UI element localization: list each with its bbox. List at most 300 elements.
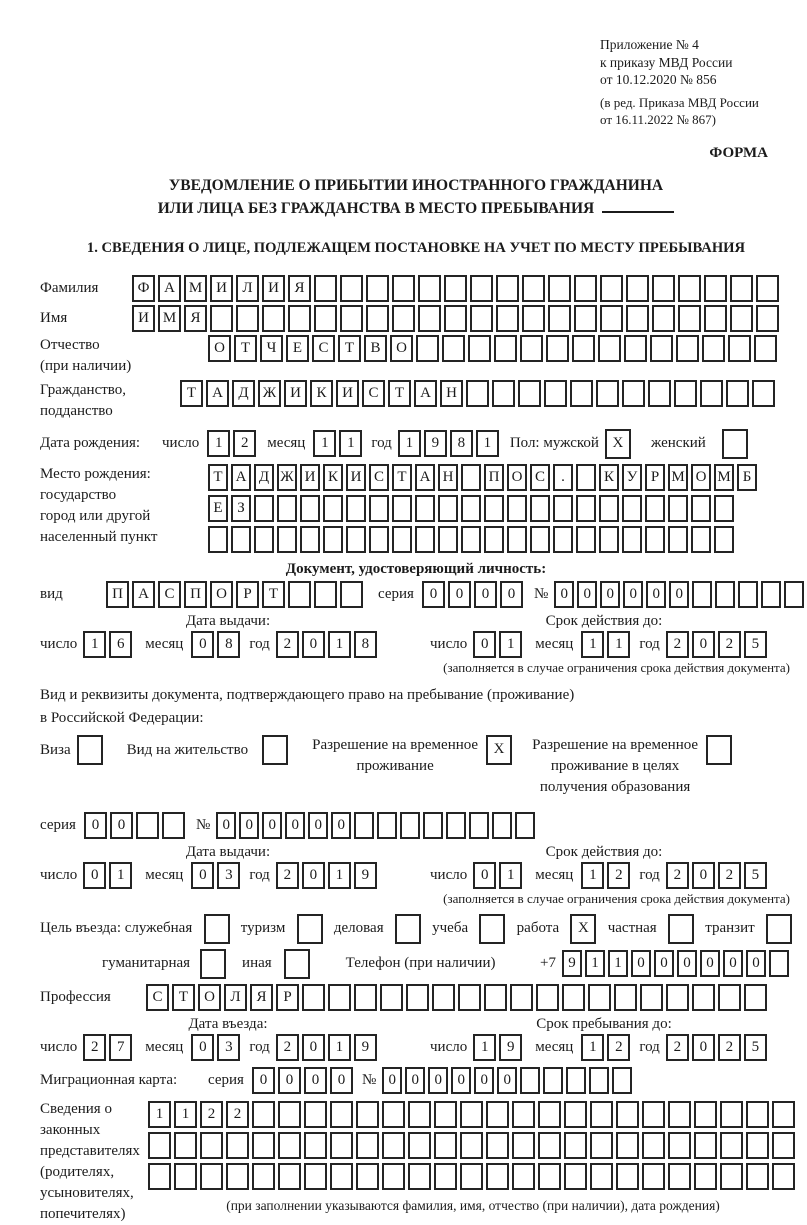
char-box[interactable] <box>507 526 527 553</box>
study-checkbox[interactable] <box>479 914 505 944</box>
char-box[interactable]: 2 <box>276 862 299 889</box>
char-box[interactable] <box>406 984 429 1011</box>
char-box[interactable]: 0 <box>302 862 325 889</box>
char-box[interactable] <box>598 335 621 362</box>
char-box[interactable] <box>728 335 751 362</box>
tourism-checkbox[interactable] <box>297 914 323 944</box>
char-box[interactable]: Ж <box>258 380 281 407</box>
char-box[interactable] <box>692 984 715 1011</box>
char-box[interactable]: Ф <box>132 275 155 302</box>
char-box[interactable] <box>254 495 274 522</box>
char-box[interactable] <box>530 526 550 553</box>
char-box[interactable] <box>236 305 259 332</box>
char-box[interactable] <box>314 581 337 608</box>
char-box[interactable]: 0 <box>646 581 666 608</box>
char-box[interactable]: 5 <box>744 1034 767 1061</box>
char-box[interactable] <box>174 1163 197 1190</box>
char-box[interactable] <box>323 526 343 553</box>
char-box[interactable] <box>666 984 689 1011</box>
char-box[interactable] <box>590 1101 613 1128</box>
char-box[interactable] <box>616 1163 639 1190</box>
char-box[interactable]: 2 <box>226 1101 249 1128</box>
char-box[interactable] <box>330 1101 353 1128</box>
char-box[interactable]: 0 <box>308 812 328 839</box>
char-box[interactable] <box>174 1132 197 1159</box>
char-box[interactable]: 0 <box>262 812 282 839</box>
char-box[interactable] <box>691 495 711 522</box>
char-box[interactable]: 1 <box>328 862 351 889</box>
char-box[interactable]: 0 <box>216 812 236 839</box>
char-box[interactable] <box>461 495 481 522</box>
char-box[interactable] <box>486 1101 509 1128</box>
char-box[interactable]: 0 <box>239 812 259 839</box>
char-box[interactable]: 8 <box>354 631 377 658</box>
char-box[interactable]: 0 <box>600 581 620 608</box>
char-box[interactable]: 9 <box>354 862 377 889</box>
char-box[interactable] <box>458 984 481 1011</box>
char-box[interactable] <box>442 335 465 362</box>
char-box[interactable]: 8 <box>217 631 240 658</box>
char-box[interactable] <box>694 1101 717 1128</box>
char-box[interactable]: 0 <box>500 581 523 608</box>
char-box[interactable]: 0 <box>84 812 107 839</box>
char-box[interactable] <box>314 305 337 332</box>
char-box[interactable]: Т <box>234 335 257 362</box>
char-box[interactable] <box>746 1101 769 1128</box>
char-box[interactable] <box>252 1101 275 1128</box>
char-box[interactable]: 5 <box>744 631 767 658</box>
char-box[interactable]: 0 <box>746 950 766 977</box>
char-box[interactable]: П <box>106 581 129 608</box>
char-box[interactable] <box>444 305 467 332</box>
char-box[interactable]: 0 <box>451 1067 471 1094</box>
char-box[interactable] <box>522 275 545 302</box>
char-box[interactable] <box>614 984 637 1011</box>
char-box[interactable] <box>288 581 311 608</box>
char-box[interactable] <box>522 305 545 332</box>
char-box[interactable] <box>756 275 779 302</box>
char-box[interactable]: 1 <box>581 1034 604 1061</box>
char-box[interactable] <box>512 1163 535 1190</box>
char-box[interactable] <box>714 495 734 522</box>
char-box[interactable]: 1 <box>109 862 132 889</box>
char-box[interactable]: 0 <box>677 950 697 977</box>
char-box[interactable] <box>642 1132 665 1159</box>
char-box[interactable]: М <box>158 305 181 332</box>
char-box[interactable]: 2 <box>233 430 256 457</box>
char-box[interactable]: 0 <box>631 950 651 977</box>
char-box[interactable] <box>366 305 389 332</box>
char-box[interactable]: М <box>184 275 207 302</box>
char-box[interactable]: 0 <box>723 950 743 977</box>
char-box[interactable] <box>377 812 397 839</box>
char-box[interactable] <box>330 1132 353 1159</box>
char-box[interactable]: 2 <box>718 631 741 658</box>
char-box[interactable] <box>252 1132 275 1159</box>
char-box[interactable]: 0 <box>692 862 715 889</box>
char-box[interactable] <box>589 1067 609 1094</box>
char-box[interactable] <box>460 1101 483 1128</box>
char-box[interactable]: 1 <box>608 950 628 977</box>
business-checkbox[interactable] <box>395 914 421 944</box>
char-box[interactable] <box>553 526 573 553</box>
char-box[interactable] <box>520 335 543 362</box>
char-box[interactable] <box>548 275 571 302</box>
char-box[interactable]: В <box>364 335 387 362</box>
char-box[interactable]: М <box>714 464 734 491</box>
char-box[interactable] <box>507 495 527 522</box>
char-box[interactable] <box>784 581 804 608</box>
other-purpose-checkbox[interactable] <box>284 949 310 979</box>
char-box[interactable] <box>538 1132 561 1159</box>
char-box[interactable] <box>434 1132 457 1159</box>
char-box[interactable] <box>304 1163 327 1190</box>
visa-checkbox[interactable] <box>77 735 103 765</box>
char-box[interactable]: 2 <box>666 631 689 658</box>
char-box[interactable]: 2 <box>83 1034 106 1061</box>
char-box[interactable] <box>423 812 443 839</box>
char-box[interactable] <box>254 526 274 553</box>
char-box[interactable] <box>726 380 749 407</box>
char-box[interactable] <box>756 305 779 332</box>
char-box[interactable] <box>648 380 671 407</box>
char-box[interactable]: Б <box>737 464 757 491</box>
char-box[interactable]: И <box>346 464 366 491</box>
char-box[interactable]: 2 <box>666 862 689 889</box>
char-box[interactable] <box>484 495 504 522</box>
char-box[interactable]: 2 <box>718 862 741 889</box>
char-box[interactable] <box>744 984 767 1011</box>
char-box[interactable] <box>461 464 481 491</box>
char-box[interactable] <box>668 526 688 553</box>
char-box[interactable] <box>574 305 597 332</box>
char-box[interactable]: 0 <box>577 581 597 608</box>
char-box[interactable] <box>730 305 753 332</box>
char-box[interactable]: Д <box>232 380 255 407</box>
char-box[interactable]: 1 <box>174 1101 197 1128</box>
char-box[interactable]: 0 <box>302 1034 325 1061</box>
char-box[interactable]: К <box>310 380 333 407</box>
char-box[interactable]: А <box>132 581 155 608</box>
char-box[interactable] <box>720 1163 743 1190</box>
char-box[interactable]: 1 <box>581 631 604 658</box>
char-box[interactable]: 0 <box>304 1067 327 1094</box>
char-box[interactable] <box>599 526 619 553</box>
char-box[interactable] <box>622 526 642 553</box>
char-box[interactable] <box>612 1067 632 1094</box>
char-box[interactable] <box>572 335 595 362</box>
char-box[interactable] <box>492 812 512 839</box>
char-box[interactable]: З <box>231 495 251 522</box>
char-box[interactable] <box>340 581 363 608</box>
char-box[interactable]: 9 <box>562 950 582 977</box>
char-box[interactable]: О <box>198 984 221 1011</box>
char-box[interactable] <box>761 581 781 608</box>
char-box[interactable]: 1 <box>585 950 605 977</box>
char-box[interactable]: 0 <box>654 950 674 977</box>
char-box[interactable]: А <box>414 380 437 407</box>
char-box[interactable]: П <box>484 464 504 491</box>
char-box[interactable] <box>366 275 389 302</box>
char-box[interactable] <box>691 526 711 553</box>
char-box[interactable] <box>512 1132 535 1159</box>
char-box[interactable]: 7 <box>109 1034 132 1061</box>
char-box[interactable] <box>496 305 519 332</box>
char-box[interactable] <box>252 1163 275 1190</box>
char-box[interactable] <box>564 1132 587 1159</box>
char-box[interactable] <box>730 275 753 302</box>
transit-checkbox[interactable] <box>766 914 792 944</box>
char-box[interactable]: 0 <box>285 812 305 839</box>
char-box[interactable]: 1 <box>328 1034 351 1061</box>
char-box[interactable] <box>720 1101 743 1128</box>
char-box[interactable]: С <box>362 380 385 407</box>
char-box[interactable]: 0 <box>382 1067 402 1094</box>
char-box[interactable]: Т <box>392 464 412 491</box>
char-box[interactable]: 0 <box>669 581 689 608</box>
char-box[interactable] <box>543 1067 563 1094</box>
char-box[interactable] <box>596 380 619 407</box>
char-box[interactable] <box>300 526 320 553</box>
char-box[interactable] <box>486 1163 509 1190</box>
char-box[interactable] <box>652 305 675 332</box>
char-box[interactable] <box>278 1132 301 1159</box>
char-box[interactable]: 0 <box>405 1067 425 1094</box>
char-box[interactable]: 0 <box>623 581 643 608</box>
char-box[interactable] <box>546 335 569 362</box>
char-box[interactable] <box>444 275 467 302</box>
char-box[interactable] <box>576 526 596 553</box>
char-box[interactable]: О <box>208 335 231 362</box>
char-box[interactable]: 0 <box>448 581 471 608</box>
sex-male-checkbox[interactable]: X <box>605 429 631 459</box>
char-box[interactable] <box>304 1132 327 1159</box>
char-box[interactable]: 2 <box>607 1034 630 1061</box>
char-box[interactable]: 1 <box>499 631 522 658</box>
char-box[interactable]: 8 <box>450 430 473 457</box>
char-box[interactable] <box>231 526 251 553</box>
char-box[interactable] <box>226 1132 249 1159</box>
char-box[interactable] <box>346 526 366 553</box>
char-box[interactable] <box>626 305 649 332</box>
char-box[interactable]: И <box>300 464 320 491</box>
char-box[interactable] <box>415 526 435 553</box>
char-box[interactable] <box>304 1101 327 1128</box>
char-box[interactable] <box>382 1163 405 1190</box>
char-box[interactable] <box>718 984 741 1011</box>
char-box[interactable]: О <box>507 464 527 491</box>
char-box[interactable] <box>392 275 415 302</box>
char-box[interactable] <box>700 380 723 407</box>
char-box[interactable]: 0 <box>474 581 497 608</box>
char-box[interactable] <box>208 526 228 553</box>
char-box[interactable] <box>622 380 645 407</box>
char-box[interactable] <box>590 1163 613 1190</box>
char-box[interactable]: 1 <box>581 862 604 889</box>
char-box[interactable] <box>288 305 311 332</box>
char-box[interactable] <box>494 335 517 362</box>
char-box[interactable] <box>392 305 415 332</box>
char-box[interactable] <box>668 1132 691 1159</box>
char-box[interactable] <box>704 305 727 332</box>
char-box[interactable]: 0 <box>692 1034 715 1061</box>
char-box[interactable]: 2 <box>607 862 630 889</box>
char-box[interactable] <box>668 1163 691 1190</box>
char-box[interactable]: Л <box>236 275 259 302</box>
char-box[interactable] <box>408 1163 431 1190</box>
char-box[interactable] <box>210 305 233 332</box>
char-box[interactable] <box>356 1163 379 1190</box>
char-box[interactable] <box>548 305 571 332</box>
char-box[interactable] <box>302 984 325 1011</box>
char-box[interactable] <box>678 305 701 332</box>
char-box[interactable]: 3 <box>217 1034 240 1061</box>
char-box[interactable] <box>356 1101 379 1128</box>
char-box[interactable] <box>468 335 491 362</box>
char-box[interactable]: 2 <box>276 1034 299 1061</box>
temp-residence-checkbox[interactable]: X <box>486 735 512 765</box>
char-box[interactable]: 0 <box>191 631 214 658</box>
char-box[interactable] <box>484 984 507 1011</box>
char-box[interactable] <box>720 1132 743 1159</box>
char-box[interactable] <box>652 275 675 302</box>
char-box[interactable] <box>752 380 775 407</box>
char-box[interactable]: 1 <box>473 1034 496 1061</box>
char-box[interactable]: Е <box>208 495 228 522</box>
char-box[interactable]: 0 <box>473 631 496 658</box>
char-box[interactable]: Я <box>288 275 311 302</box>
char-box[interactable] <box>746 1163 769 1190</box>
char-box[interactable] <box>520 1067 540 1094</box>
char-box[interactable]: А <box>415 464 435 491</box>
private-checkbox[interactable] <box>668 914 694 944</box>
char-box[interactable] <box>772 1163 795 1190</box>
char-box[interactable] <box>510 984 533 1011</box>
char-box[interactable] <box>484 526 504 553</box>
char-box[interactable]: Р <box>276 984 299 1011</box>
humanitarian-checkbox[interactable] <box>200 949 226 979</box>
work-checkbox[interactable]: X <box>570 914 596 944</box>
char-box[interactable]: 0 <box>474 1067 494 1094</box>
char-box[interactable]: 0 <box>331 812 351 839</box>
char-box[interactable] <box>446 812 466 839</box>
char-box[interactable]: 0 <box>497 1067 517 1094</box>
char-box[interactable]: 2 <box>666 1034 689 1061</box>
char-box[interactable] <box>380 984 403 1011</box>
char-box[interactable]: Н <box>438 464 458 491</box>
char-box[interactable]: П <box>184 581 207 608</box>
char-box[interactable]: Т <box>172 984 195 1011</box>
sex-female-checkbox[interactable] <box>722 429 748 459</box>
char-box[interactable] <box>642 1101 665 1128</box>
char-box[interactable]: 0 <box>191 862 214 889</box>
char-box[interactable] <box>438 495 458 522</box>
char-box[interactable]: 0 <box>554 581 574 608</box>
char-box[interactable]: А <box>206 380 229 407</box>
char-box[interactable]: Л <box>224 984 247 1011</box>
char-box[interactable]: Т <box>208 464 228 491</box>
char-box[interactable]: И <box>210 275 233 302</box>
char-box[interactable] <box>470 305 493 332</box>
char-box[interactable] <box>277 495 297 522</box>
char-box[interactable]: И <box>284 380 307 407</box>
char-box[interactable] <box>162 812 185 839</box>
char-box[interactable] <box>278 1101 301 1128</box>
char-box[interactable]: Т <box>338 335 361 362</box>
char-box[interactable]: Н <box>440 380 463 407</box>
char-box[interactable] <box>354 812 374 839</box>
char-box[interactable]: Я <box>250 984 273 1011</box>
char-box[interactable] <box>382 1101 405 1128</box>
char-box[interactable]: 6 <box>109 631 132 658</box>
char-box[interactable] <box>576 495 596 522</box>
char-box[interactable] <box>553 495 573 522</box>
char-box[interactable] <box>576 464 596 491</box>
char-box[interactable] <box>262 305 285 332</box>
char-box[interactable]: 1 <box>83 631 106 658</box>
char-box[interactable] <box>415 495 435 522</box>
char-box[interactable]: У <box>622 464 642 491</box>
char-box[interactable] <box>702 335 725 362</box>
char-box[interactable] <box>200 1132 223 1159</box>
char-box[interactable] <box>600 275 623 302</box>
char-box[interactable] <box>418 275 441 302</box>
char-box[interactable]: Т <box>180 380 203 407</box>
char-box[interactable]: И <box>336 380 359 407</box>
char-box[interactable]: С <box>530 464 550 491</box>
char-box[interactable] <box>432 984 455 1011</box>
char-box[interactable]: 0 <box>83 862 106 889</box>
char-box[interactable]: 0 <box>302 631 325 658</box>
char-box[interactable]: 1 <box>328 631 351 658</box>
char-box[interactable] <box>616 1132 639 1159</box>
char-box[interactable] <box>518 380 541 407</box>
char-box[interactable] <box>346 495 366 522</box>
char-box[interactable]: А <box>158 275 181 302</box>
char-box[interactable] <box>538 1101 561 1128</box>
char-box[interactable]: 3 <box>217 862 240 889</box>
char-box[interactable]: К <box>323 464 343 491</box>
char-box[interactable] <box>418 305 441 332</box>
char-box[interactable] <box>714 526 734 553</box>
char-box[interactable]: 2 <box>718 1034 741 1061</box>
char-box[interactable]: Я <box>184 305 207 332</box>
purpose-official-checkbox[interactable] <box>204 914 230 944</box>
char-box[interactable]: Т <box>388 380 411 407</box>
char-box[interactable]: С <box>369 464 389 491</box>
char-box[interactable] <box>564 1101 587 1128</box>
char-box[interactable] <box>640 984 663 1011</box>
char-box[interactable]: 0 <box>110 812 133 839</box>
char-box[interactable]: 0 <box>252 1067 275 1094</box>
char-box[interactable] <box>588 984 611 1011</box>
char-box[interactable] <box>226 1163 249 1190</box>
char-box[interactable] <box>590 1132 613 1159</box>
char-box[interactable] <box>460 1132 483 1159</box>
char-box[interactable]: 0 <box>330 1067 353 1094</box>
char-box[interactable] <box>676 335 699 362</box>
char-box[interactable]: . <box>553 464 573 491</box>
char-box[interactable]: А <box>231 464 251 491</box>
char-box[interactable]: М <box>668 464 688 491</box>
char-box[interactable]: 1 <box>398 430 421 457</box>
char-box[interactable]: 2 <box>276 631 299 658</box>
char-box[interactable] <box>314 275 337 302</box>
char-box[interactable]: 0 <box>422 581 445 608</box>
char-box[interactable] <box>538 1163 561 1190</box>
char-box[interactable] <box>323 495 343 522</box>
char-box[interactable] <box>626 275 649 302</box>
